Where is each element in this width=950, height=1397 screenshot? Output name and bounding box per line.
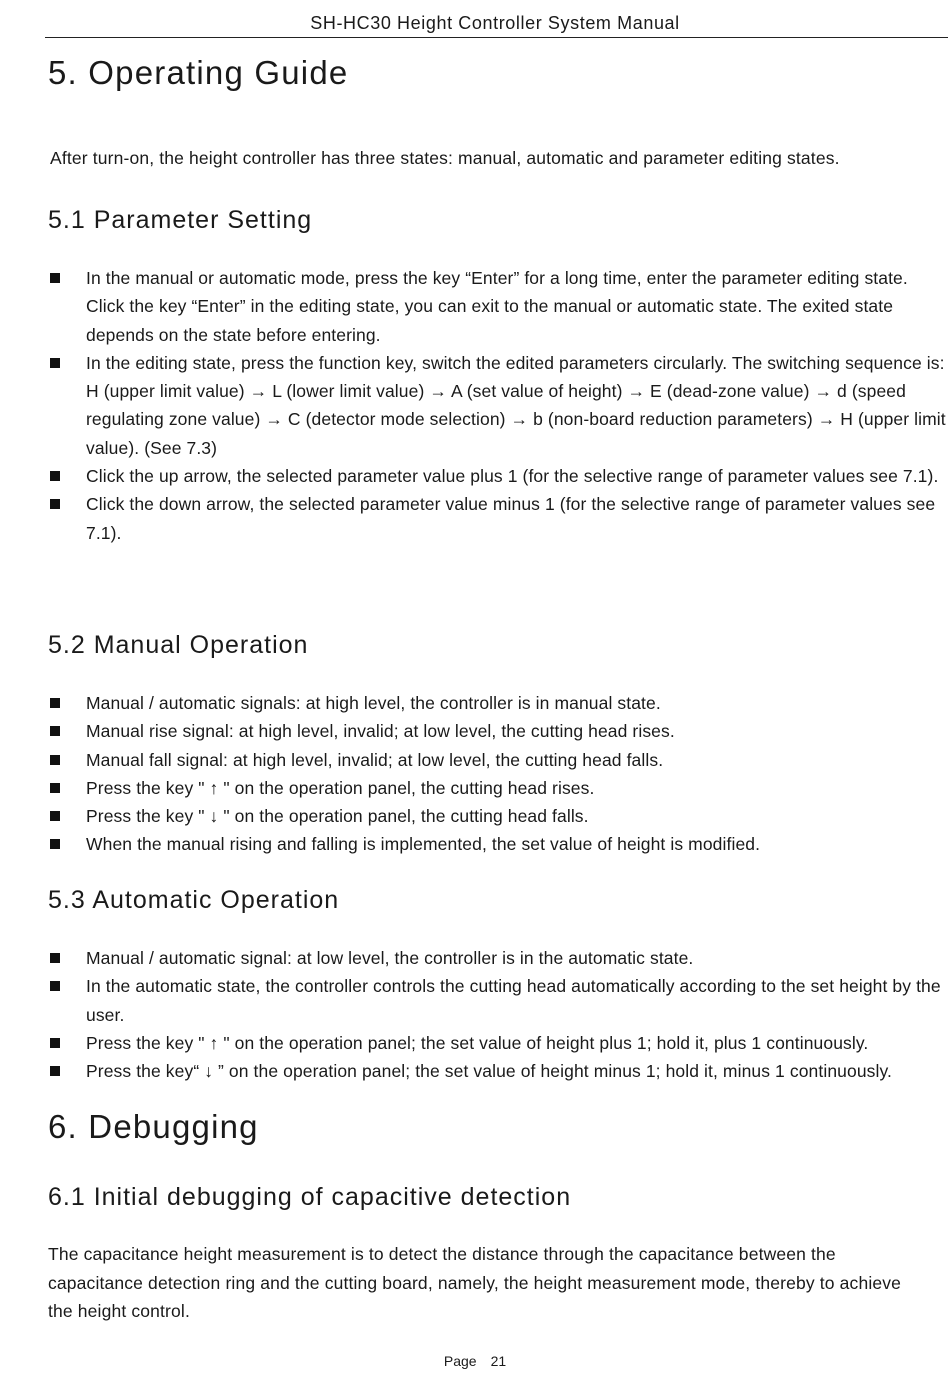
bullet-square-icon bbox=[50, 726, 60, 736]
list-item bbox=[48, 972, 946, 1029]
bullet-square-icon bbox=[50, 981, 60, 991]
list-item-text: Manual / automatic signals: at high level, the controller is in manual state. bbox=[86, 693, 661, 713]
list-item-text: Click the up arrow, the selected parameter value plus 1 (for the selective range of parameter values see 7.1). bbox=[86, 466, 939, 487]
list-item-text: Press the key " ↑ " on the operation panel, the cutting head rises. bbox=[86, 777, 595, 798]
section-5-intro: After turn-on, the height controller has three states: manual, automatic and parameter editing states. bbox=[50, 148, 840, 168]
page-label: Page bbox=[443, 1353, 477, 1369]
list-item bbox=[48, 944, 946, 972]
section-6-heading: 6. Debugging bbox=[48, 1108, 259, 1145]
list-item bbox=[48, 1029, 946, 1057]
list-item-text: Manual / automatic signal: at low level, the controller is in the automatic state. bbox=[86, 948, 694, 968]
list-item-text: Manual fall signal: at high level, invalid; at low level, the cutting head falls. bbox=[86, 749, 664, 770]
section-6-1-body: The capacitance height measurement is to detect the distance through the capacitance between the capacitance detection ring and the cutting board, namely, the height measurement mode, thereby to achieve the height control. bbox=[48, 1244, 902, 1321]
list-item-text: In the automatic state, the controller controls the cutting head automatically according to the set height by the user. bbox=[86, 976, 941, 1025]
list-item bbox=[48, 349, 946, 462]
list-item bbox=[48, 802, 946, 830]
bullet-square-icon bbox=[50, 1038, 60, 1048]
list-item-text: Press the key " ↓ " on the operation panel, the cutting head falls. bbox=[86, 806, 589, 827]
list-item bbox=[48, 462, 946, 490]
list-item bbox=[48, 1057, 946, 1085]
bullet-square-icon bbox=[50, 839, 60, 849]
section-6-1-heading: 6.1 Initial debugging of capacitive detection bbox=[48, 1183, 572, 1211]
running-header: SH-HC30 Height Controller System Manual bbox=[310, 13, 680, 33]
bullet-square-icon bbox=[50, 358, 60, 368]
list-item-text: Press the key“ ↓ ” on the operation panel; the set value of height minus 1; hold it, minus 1 continuously. bbox=[86, 1061, 893, 1082]
parameter-setting-list bbox=[48, 264, 946, 547]
list-item bbox=[48, 746, 946, 774]
list-item-text: In the manual or automatic mode, press the key “Enter” for a long time, enter the parameter editing state. Click the key “Enter” in the editing state, you can exit to the manual or automatic state. The exited state depends on the state before entering. bbox=[86, 268, 908, 345]
bullet-square-icon bbox=[50, 499, 60, 509]
bullet-square-icon bbox=[50, 698, 60, 708]
list-item-text: Click the down arrow, the selected parameter value minus 1 (for the selective range of parameter values see 7.1). bbox=[86, 494, 936, 543]
section-5-heading: 5. Operating Guide bbox=[48, 54, 349, 91]
automatic-operation-list bbox=[48, 944, 946, 1085]
list-item-text: Manual rise signal: at high level, invalid; at low level, the cutting head rises. bbox=[86, 721, 675, 742]
bullet-square-icon bbox=[50, 953, 60, 963]
list-item bbox=[48, 490, 946, 547]
list-item-text: When the manual rising and falling is implemented, the set value of height is modified. bbox=[86, 834, 761, 855]
section-5-2-heading: 5.2 Manual Operation bbox=[48, 631, 309, 659]
list-item-text: Press the key " ↑ " on the operation panel; the set value of height plus 1; hold it, plus 1 continuously. bbox=[86, 1032, 869, 1053]
page-footer bbox=[0, 1353, 950, 1369]
list-item bbox=[48, 264, 946, 349]
manual-operation-list bbox=[48, 689, 946, 859]
bullet-square-icon bbox=[50, 811, 60, 821]
bullet-square-icon bbox=[50, 1066, 60, 1076]
header-rule bbox=[45, 37, 948, 38]
list-item bbox=[48, 830, 946, 858]
list-item bbox=[48, 689, 946, 717]
list-item bbox=[48, 774, 946, 802]
bullet-square-icon bbox=[50, 755, 60, 765]
list-item bbox=[48, 717, 946, 745]
page-number: 21 bbox=[490, 1353, 507, 1369]
bullet-square-icon bbox=[50, 783, 60, 793]
section-5-3-heading: 5.3 Automatic Operation bbox=[48, 886, 340, 914]
bullet-square-icon bbox=[50, 471, 60, 481]
section-5-1-heading: 5.1 Parameter Setting bbox=[48, 206, 313, 234]
bullet-square-icon bbox=[50, 273, 60, 283]
list-item-text: In the editing state, press the function key, switch the edited parameters circularly. The switching sequence is: H (upper limit value) → L (lower limit value) → A (set value of height) → E (dead-zone value) → d (speed regulating zone value) → C (detector mode selection) → b (non-board reduction parameters) → H (upper limit value). (See 7.3) bbox=[86, 352, 946, 458]
